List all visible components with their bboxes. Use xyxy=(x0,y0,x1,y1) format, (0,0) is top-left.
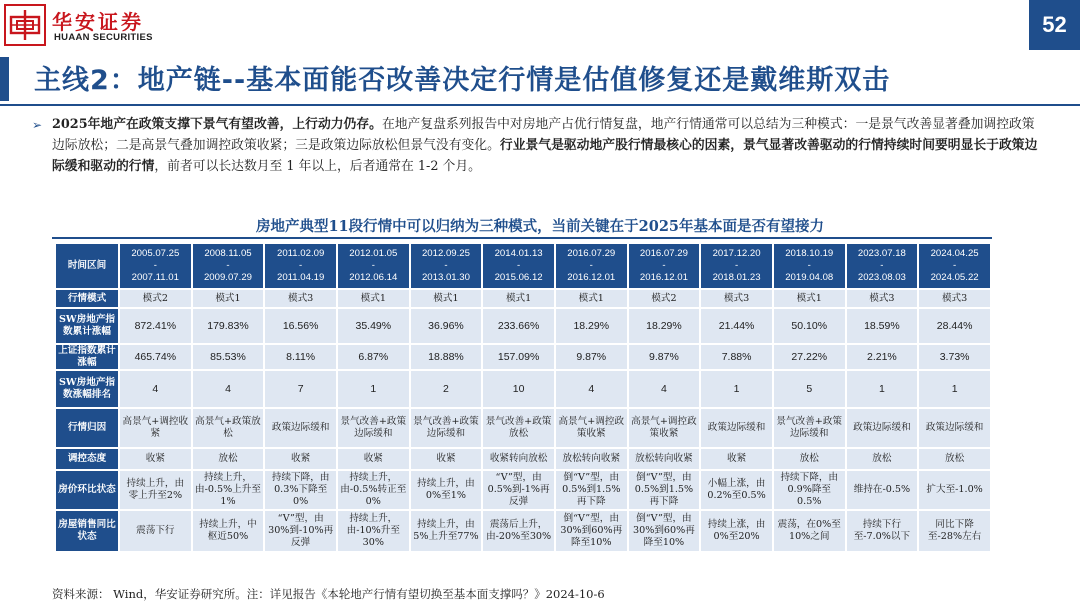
table-cell: 景气改善+政策边际缓和 xyxy=(338,409,409,447)
period-start: 2011.02.09 xyxy=(276,248,325,259)
table-cell: 16.56% xyxy=(265,309,336,343)
table-cell: 持续下降，由0.9%降至0.5% xyxy=(774,471,845,509)
table-cell: 3.73% xyxy=(919,345,990,369)
period-separator: - xyxy=(662,260,666,271)
table-cell: 扩大至-1.0% xyxy=(919,471,990,509)
table-cell: 21.44% xyxy=(701,309,772,343)
title-divider xyxy=(0,104,1080,106)
table-cell: 震荡，在0%至10%之间 xyxy=(774,511,845,551)
period-cell xyxy=(629,244,700,288)
table-cell: 持续上升，由零上升至2% xyxy=(120,471,191,509)
mode-row xyxy=(56,290,990,307)
period-end: 2015.06.12 xyxy=(494,272,543,283)
summary-text-1: 在地产复盘系列报告中对房地产占优行情复盘，地产行情通常可以总结为三种模式：一是景气改善显著叠加调控政策边际放松；二是高景气叠加调控政策收紧；三是政策边际放松但景气没有变化。 xyxy=(52,117,1035,153)
table-cell: 18.29% xyxy=(556,309,627,343)
row-header: 行情归因 xyxy=(56,409,118,447)
price-state-row xyxy=(56,471,990,509)
table-cell: 放松 xyxy=(919,449,990,469)
table-cell: 放松 xyxy=(774,449,845,469)
table-cell: 放松转向收紧 xyxy=(556,449,627,469)
table-cell: 模式1 xyxy=(774,290,845,307)
period-cell xyxy=(265,244,336,288)
table-cell: 2.21% xyxy=(847,345,918,369)
table-cell: “V”型，由0.5%到-1%再反弹 xyxy=(483,471,554,509)
table-cell: 小幅上涨，由0.2%至0.5% xyxy=(701,471,772,509)
period-end: 2009.07.29 xyxy=(203,272,252,283)
period-separator: - xyxy=(371,260,375,271)
table-cell: 持续上涨，由0%至20% xyxy=(701,511,772,551)
table-cell: 高景气+政策放松 xyxy=(193,409,264,447)
sw-gain-row xyxy=(56,309,990,343)
period-end: 2013.01.30 xyxy=(421,272,470,283)
period-end: 2018.01.23 xyxy=(712,272,761,283)
table-cell: 模式1 xyxy=(338,290,409,307)
table-cell: 465.74% xyxy=(120,345,191,369)
period-cell xyxy=(701,244,772,288)
table-cell: 18.59% xyxy=(847,309,918,343)
table-cell: 模式1 xyxy=(556,290,627,307)
table-cell: 4 xyxy=(120,371,191,407)
period-start: 2012.09.25 xyxy=(421,248,470,259)
table-cell: 5 xyxy=(774,371,845,407)
period-separator: - xyxy=(807,260,811,271)
table-cell: 景气改善+政策放松 xyxy=(483,409,554,447)
table-cell: 7.88% xyxy=(701,345,772,369)
period-start: 2016.07.29 xyxy=(639,248,688,259)
period-separator: - xyxy=(444,260,448,271)
table-cell: 收紧 xyxy=(338,449,409,469)
table-cell: 6.87% xyxy=(338,345,409,369)
period-separator: - xyxy=(153,260,157,271)
table-cell: 18.88% xyxy=(411,345,482,369)
table-cell: 同比下降至-28%左右 xyxy=(919,511,990,551)
table-cell: 1 xyxy=(847,371,918,407)
rank-row xyxy=(56,371,990,407)
table-cell: 模式2 xyxy=(629,290,700,307)
title-accent-bar xyxy=(0,57,9,101)
page-number: 52 xyxy=(1029,0,1080,50)
table-cell: 维持在-0.5% xyxy=(847,471,918,509)
period-end: 2023.08.03 xyxy=(857,272,906,283)
table-cell: 1 xyxy=(919,371,990,407)
period-end: 2016.12.01 xyxy=(567,272,616,283)
table-cell: 收紧 xyxy=(265,449,336,469)
table-cell: 倒“V”型，由0.5%到1.5%再下降 xyxy=(629,471,700,509)
table-cell: 收紧 xyxy=(120,449,191,469)
sales-state-row xyxy=(56,511,990,551)
logo-chinese-name: 华安证券 xyxy=(52,10,144,34)
period-cell xyxy=(483,244,554,288)
period-cell xyxy=(774,244,845,288)
row-header: 调控态度 xyxy=(56,449,118,469)
period-start: 2016.07.29 xyxy=(567,248,616,259)
period-end: 2019.04.08 xyxy=(785,272,834,283)
source-note: 资料来源： Wind，华安证券研究所。注：详见报告《本轮地产行情有望切换至基本面支撑吗？》2024-10-6 xyxy=(52,587,605,601)
summary-bold-1: 2025年地产在政策支撑下景气有望改善，上行动力仍存。 xyxy=(52,117,382,132)
table-cell: 1 xyxy=(701,371,772,407)
period-cell xyxy=(193,244,264,288)
page-title: 主线2：地产链--基本面能否改善决定行情是估值修复还是戴维斯双击 xyxy=(34,65,891,96)
table-cell: 模式1 xyxy=(483,290,554,307)
table-cell: 157.09% xyxy=(483,345,554,369)
table-cell: 35.49% xyxy=(338,309,409,343)
table-cell: 放松转向收紧 xyxy=(629,449,700,469)
period-start: 2012.01.05 xyxy=(349,248,398,259)
table-title: 房地产典型11段行情中可以归纳为三种模式，当前关键在于2025年基本面是否有望接力 xyxy=(255,218,825,235)
table-cell: 震荡下行 xyxy=(120,511,191,551)
table-cell: 持续上升，由-0.5%转正至0% xyxy=(338,471,409,509)
period-row xyxy=(56,244,990,288)
period-start: 2014.01.13 xyxy=(494,248,543,259)
period-cell xyxy=(120,244,191,288)
period-start: 2005.07.25 xyxy=(131,248,180,259)
row-header: 房屋销售同比状态 xyxy=(56,511,118,551)
table-cell: 政策边际缓和 xyxy=(701,409,772,447)
table-cell: 震荡后上升，由-20%至30% xyxy=(483,511,554,551)
bullet-arrow-icon: ➢ xyxy=(32,118,43,132)
table-cell: 高景气+调控政策收紧 xyxy=(629,409,700,447)
table-cell: 放松 xyxy=(847,449,918,469)
table-cell: 9.87% xyxy=(629,345,700,369)
table-cell: 政策边际缓和 xyxy=(265,409,336,447)
row-header: 时间区间 xyxy=(56,244,118,288)
huaan-logo-mark xyxy=(4,4,46,46)
period-end: 2012.06.14 xyxy=(349,272,398,283)
table-cell: 28.44% xyxy=(919,309,990,343)
period-start: 2017.12.20 xyxy=(712,248,761,259)
sh-gain-row xyxy=(56,345,990,369)
period-separator: - xyxy=(226,260,230,271)
table-cell: 36.96% xyxy=(411,309,482,343)
market-phases-table xyxy=(54,242,992,553)
table-cell: 模式2 xyxy=(120,290,191,307)
table-cell: 倒“V”型，由30%到60%再降至10% xyxy=(556,511,627,551)
logo-english-name: HUAAN SECURITIES xyxy=(54,32,153,43)
period-start: 2024.04.25 xyxy=(930,248,979,259)
period-cell xyxy=(338,244,409,288)
table-cell: 8.11% xyxy=(265,345,336,369)
table-cell: 持续上升，由0%至1% xyxy=(411,471,482,509)
period-separator: - xyxy=(880,260,884,271)
table-cell: “V”型，由30%到-10%再反弹 xyxy=(265,511,336,551)
period-cell xyxy=(919,244,990,288)
period-cell xyxy=(411,244,482,288)
row-header: SW房地产指数累计涨幅 xyxy=(56,309,118,343)
table-cell: 233.66% xyxy=(483,309,554,343)
table-cell: 1 xyxy=(338,371,409,407)
table-cell: 持续下降，由0.3%下降至0% xyxy=(265,471,336,509)
period-separator: - xyxy=(299,260,303,271)
period-end: 2024.05.22 xyxy=(930,272,979,283)
table-cell: 政策边际缓和 xyxy=(847,409,918,447)
table-cell: 模式1 xyxy=(411,290,482,307)
table-cell: 政策边际缓和 xyxy=(919,409,990,447)
table-cell: 179.83% xyxy=(193,309,264,343)
period-end: 2016.12.01 xyxy=(639,272,688,283)
period-cell xyxy=(556,244,627,288)
attribution-row xyxy=(56,409,990,447)
period-start: 2008.11.05 xyxy=(204,248,252,259)
period-start: 2018.10.19 xyxy=(785,248,834,259)
table-cell: 10 xyxy=(483,371,554,407)
summary-paragraph xyxy=(52,114,1042,177)
table-cell: 持续下行至-7.0%以下 xyxy=(847,511,918,551)
summary-text-2: ，前者可以长达数月至 1 年以上，后者通常在 1-2 个月。 xyxy=(154,159,481,174)
attitude-row xyxy=(56,449,990,469)
table-cell: 收紧转向放松 xyxy=(483,449,554,469)
table-cell: 高景气+调控收紧 xyxy=(120,409,191,447)
period-end: 2011.04.19 xyxy=(276,272,325,283)
huaan-logo-icon xyxy=(8,8,42,42)
table-cell: 4 xyxy=(193,371,264,407)
table-cell: 27.22% xyxy=(774,345,845,369)
table-cell: 持续上升，中枢近50% xyxy=(193,511,264,551)
table-cell: 高景气+调控政策收紧 xyxy=(556,409,627,447)
period-separator: - xyxy=(589,260,593,271)
period-cell xyxy=(847,244,918,288)
table-cell: 持续上升，由-10%升至30% xyxy=(338,511,409,551)
table-cell: 模式3 xyxy=(265,290,336,307)
table-cell: 景气改善+政策边际缓和 xyxy=(411,409,482,447)
table-cell: 4 xyxy=(556,371,627,407)
table-cell: 模式1 xyxy=(193,290,264,307)
table-cell: 9.87% xyxy=(556,345,627,369)
table-cell: 85.53% xyxy=(193,345,264,369)
row-header: SW房地产指数涨幅排名 xyxy=(56,371,118,407)
table-title-divider xyxy=(52,237,992,239)
table-cell: 倒“V”型，由30%到60%再降至10% xyxy=(629,511,700,551)
table-cell: 模式3 xyxy=(847,290,918,307)
row-header: 行情模式 xyxy=(56,290,118,307)
summary-bold-2: 行业景气是驱动地产股行情最核心的因素，景气显著改善驱动的行情持续时间要明显长于政策边际缓和驱动的行情 xyxy=(52,138,1038,174)
table-cell: 景气改善+政策边际缓和 xyxy=(774,409,845,447)
row-header: 房价环比状态 xyxy=(56,471,118,509)
period-start: 2023.07.18 xyxy=(857,248,906,259)
table-cell: 持续上升，由-0.5%上升至1% xyxy=(193,471,264,509)
period-end: 2007.11.01 xyxy=(131,272,179,283)
table-cell: 收紧 xyxy=(701,449,772,469)
table-cell: 50.10% xyxy=(774,309,845,343)
period-separator: - xyxy=(953,260,957,271)
table-cell: 4 xyxy=(629,371,700,407)
period-separator: - xyxy=(517,260,521,271)
row-header: 上证指数累计涨幅 xyxy=(56,345,118,369)
table-cell: 倒“V”型，由0.5%到1.5%再下降 xyxy=(556,471,627,509)
period-separator: - xyxy=(734,260,739,271)
table-cell: 2 xyxy=(411,371,482,407)
table-cell: 872.41% xyxy=(120,309,191,343)
table-cell: 放松 xyxy=(193,449,264,469)
table-cell: 持续上升，由5%上升至77% xyxy=(411,511,482,551)
table-cell: 模式3 xyxy=(701,290,772,307)
table-cell: 18.29% xyxy=(629,309,700,343)
table-cell: 模式3 xyxy=(919,290,990,307)
table-cell: 7 xyxy=(265,371,336,407)
table-cell: 收紧 xyxy=(411,449,482,469)
